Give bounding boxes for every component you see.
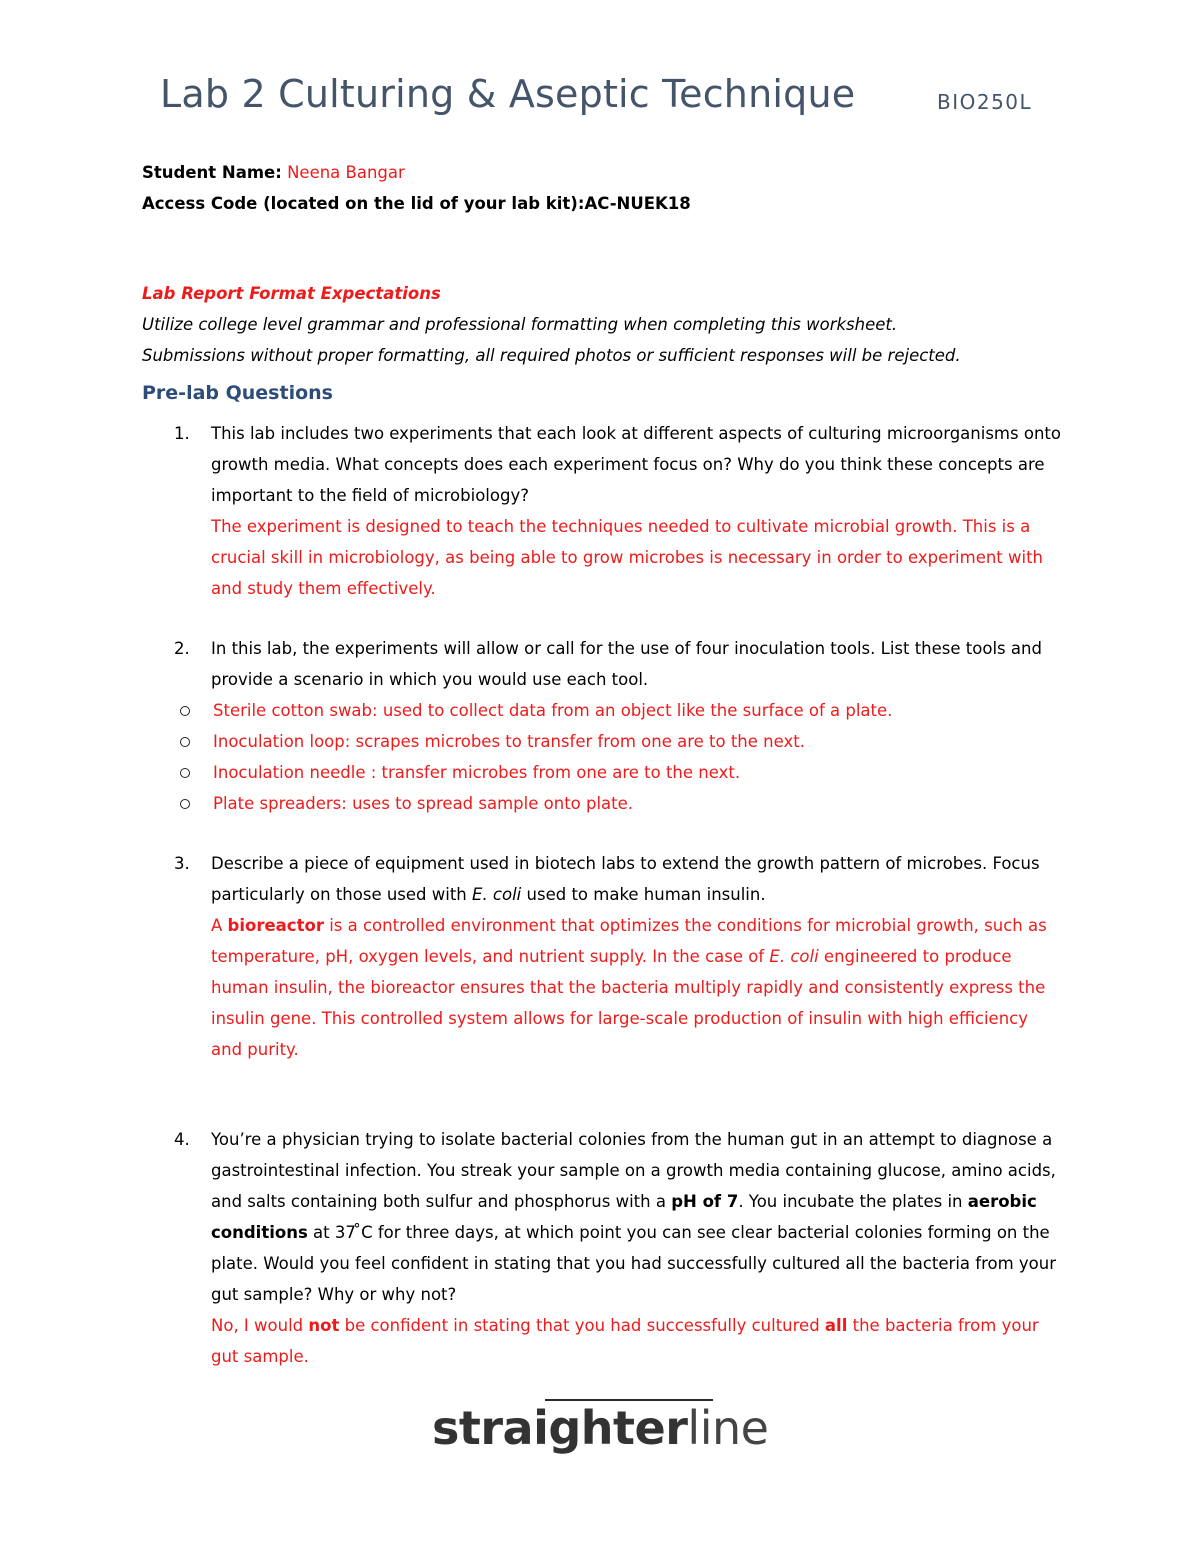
tool-list xyxy=(142,695,1062,819)
student-name-label: Student Name: xyxy=(142,163,282,182)
access-code-row xyxy=(142,194,691,213)
list-item: Sterile cotton swab: used to collect data from an object like the surface of a plate. xyxy=(142,695,1062,726)
format-expectations xyxy=(142,278,961,371)
question-text: This lab includes two experiments that each look at different aspects of culturing microorganisms onto growth media. What concepts does each experiment focus on? Why do you think these concepts are important to the field of microbiology? xyxy=(211,424,1061,505)
list-item: Inoculation loop: scrapes microbes to transfer from one are to the next. xyxy=(142,726,1062,757)
access-code-value: AC-NUEK18 xyxy=(584,194,691,213)
answer-text: The experiment is designed to teach the techniques needed to cultivate microbial growth. This is a crucial skill in microbiology, as being able to grow microbes is necessary in order to experiment with and study them effectively. xyxy=(211,517,1044,598)
question-text: In this lab, the experiments will allow or call for the use of four inoculation tools. List these tools and provide a scenario in which you would use each tool. xyxy=(211,639,1042,689)
bullet-circle-icon xyxy=(180,799,190,809)
bullet-circle-icon xyxy=(180,706,190,716)
list-item: Plate spreaders: uses to spread sample onto plate. xyxy=(142,788,1062,819)
answer-text: A bioreactor is a controlled environment that optimizes the conditions for microbial growth, such as temperature, pH, oxygen levels, and nutrient supply. In the case of E. coli engineered to produce human insulin, the bioreactor ensures that the bacteria multiply rapidly and consistently express the insulin gene. This controlled system allows for large-scale production of insulin with high efficiency and purity. xyxy=(211,916,1047,1059)
expectations-title: Lab Report Format Expectations xyxy=(142,284,441,303)
expectations-line: Utilize college level grammar and professional formatting when completing this worksheet. xyxy=(142,315,898,334)
logo-bold-text: straighter xyxy=(432,1401,688,1455)
bullet-circle-icon xyxy=(180,737,190,747)
question-2 xyxy=(142,633,1062,819)
straighterline-logo xyxy=(432,1395,769,1465)
question-number: 2. xyxy=(174,639,190,658)
question-1 xyxy=(142,418,1062,604)
answer-text: No, I would not be confident in stating that you had successfully cultured all the bacteria from your gut sample. xyxy=(211,1316,1039,1366)
student-name-value: Neena Bangar xyxy=(287,163,405,182)
list-item: Inoculation needle : transfer microbes from one are to the next. xyxy=(142,757,1062,788)
question-number: 3. xyxy=(174,854,190,873)
student-name-row xyxy=(142,163,405,182)
bullet-circle-icon xyxy=(180,768,190,778)
question-number: 4. xyxy=(174,1130,190,1149)
course-code: BIO250L xyxy=(937,90,1033,114)
question-text: You’re a physician trying to isolate bacterial colonies from the human gut in an attempt to diagnose a gastrointestinal infection. You streak your sample on a growth media containing glucose, amino acids, and salts containing both sulfur and phosphorus with a pH of 7. You incubate the plates in aerobic conditions at 37 ̊C for three days, at which point you can see clear bacterial colonies forming on the plate. Would you feel confident in stating that you had successfully cultured all the bacteria from your gut sample? Why or why not? xyxy=(211,1130,1057,1304)
section-heading: Pre-lab Questions xyxy=(142,382,333,404)
question-text: Describe a piece of equipment used in biotech labs to extend the growth pattern of microbes. Focus particularly on those used with E. coli used to make human insulin. xyxy=(211,854,1040,904)
question-3 xyxy=(142,848,1062,1065)
question-number: 1. xyxy=(174,424,190,443)
expectations-line: Submissions without proper formatting, all required photos or sufficient responses will be rejected. xyxy=(142,346,961,365)
question-4 xyxy=(142,1124,1062,1372)
access-code-label: Access Code (located on the lid of your lab kit): xyxy=(142,194,585,213)
logo-light-text: line xyxy=(687,1401,769,1455)
document-title: Lab 2 Culturing & Aseptic Technique xyxy=(160,72,856,116)
